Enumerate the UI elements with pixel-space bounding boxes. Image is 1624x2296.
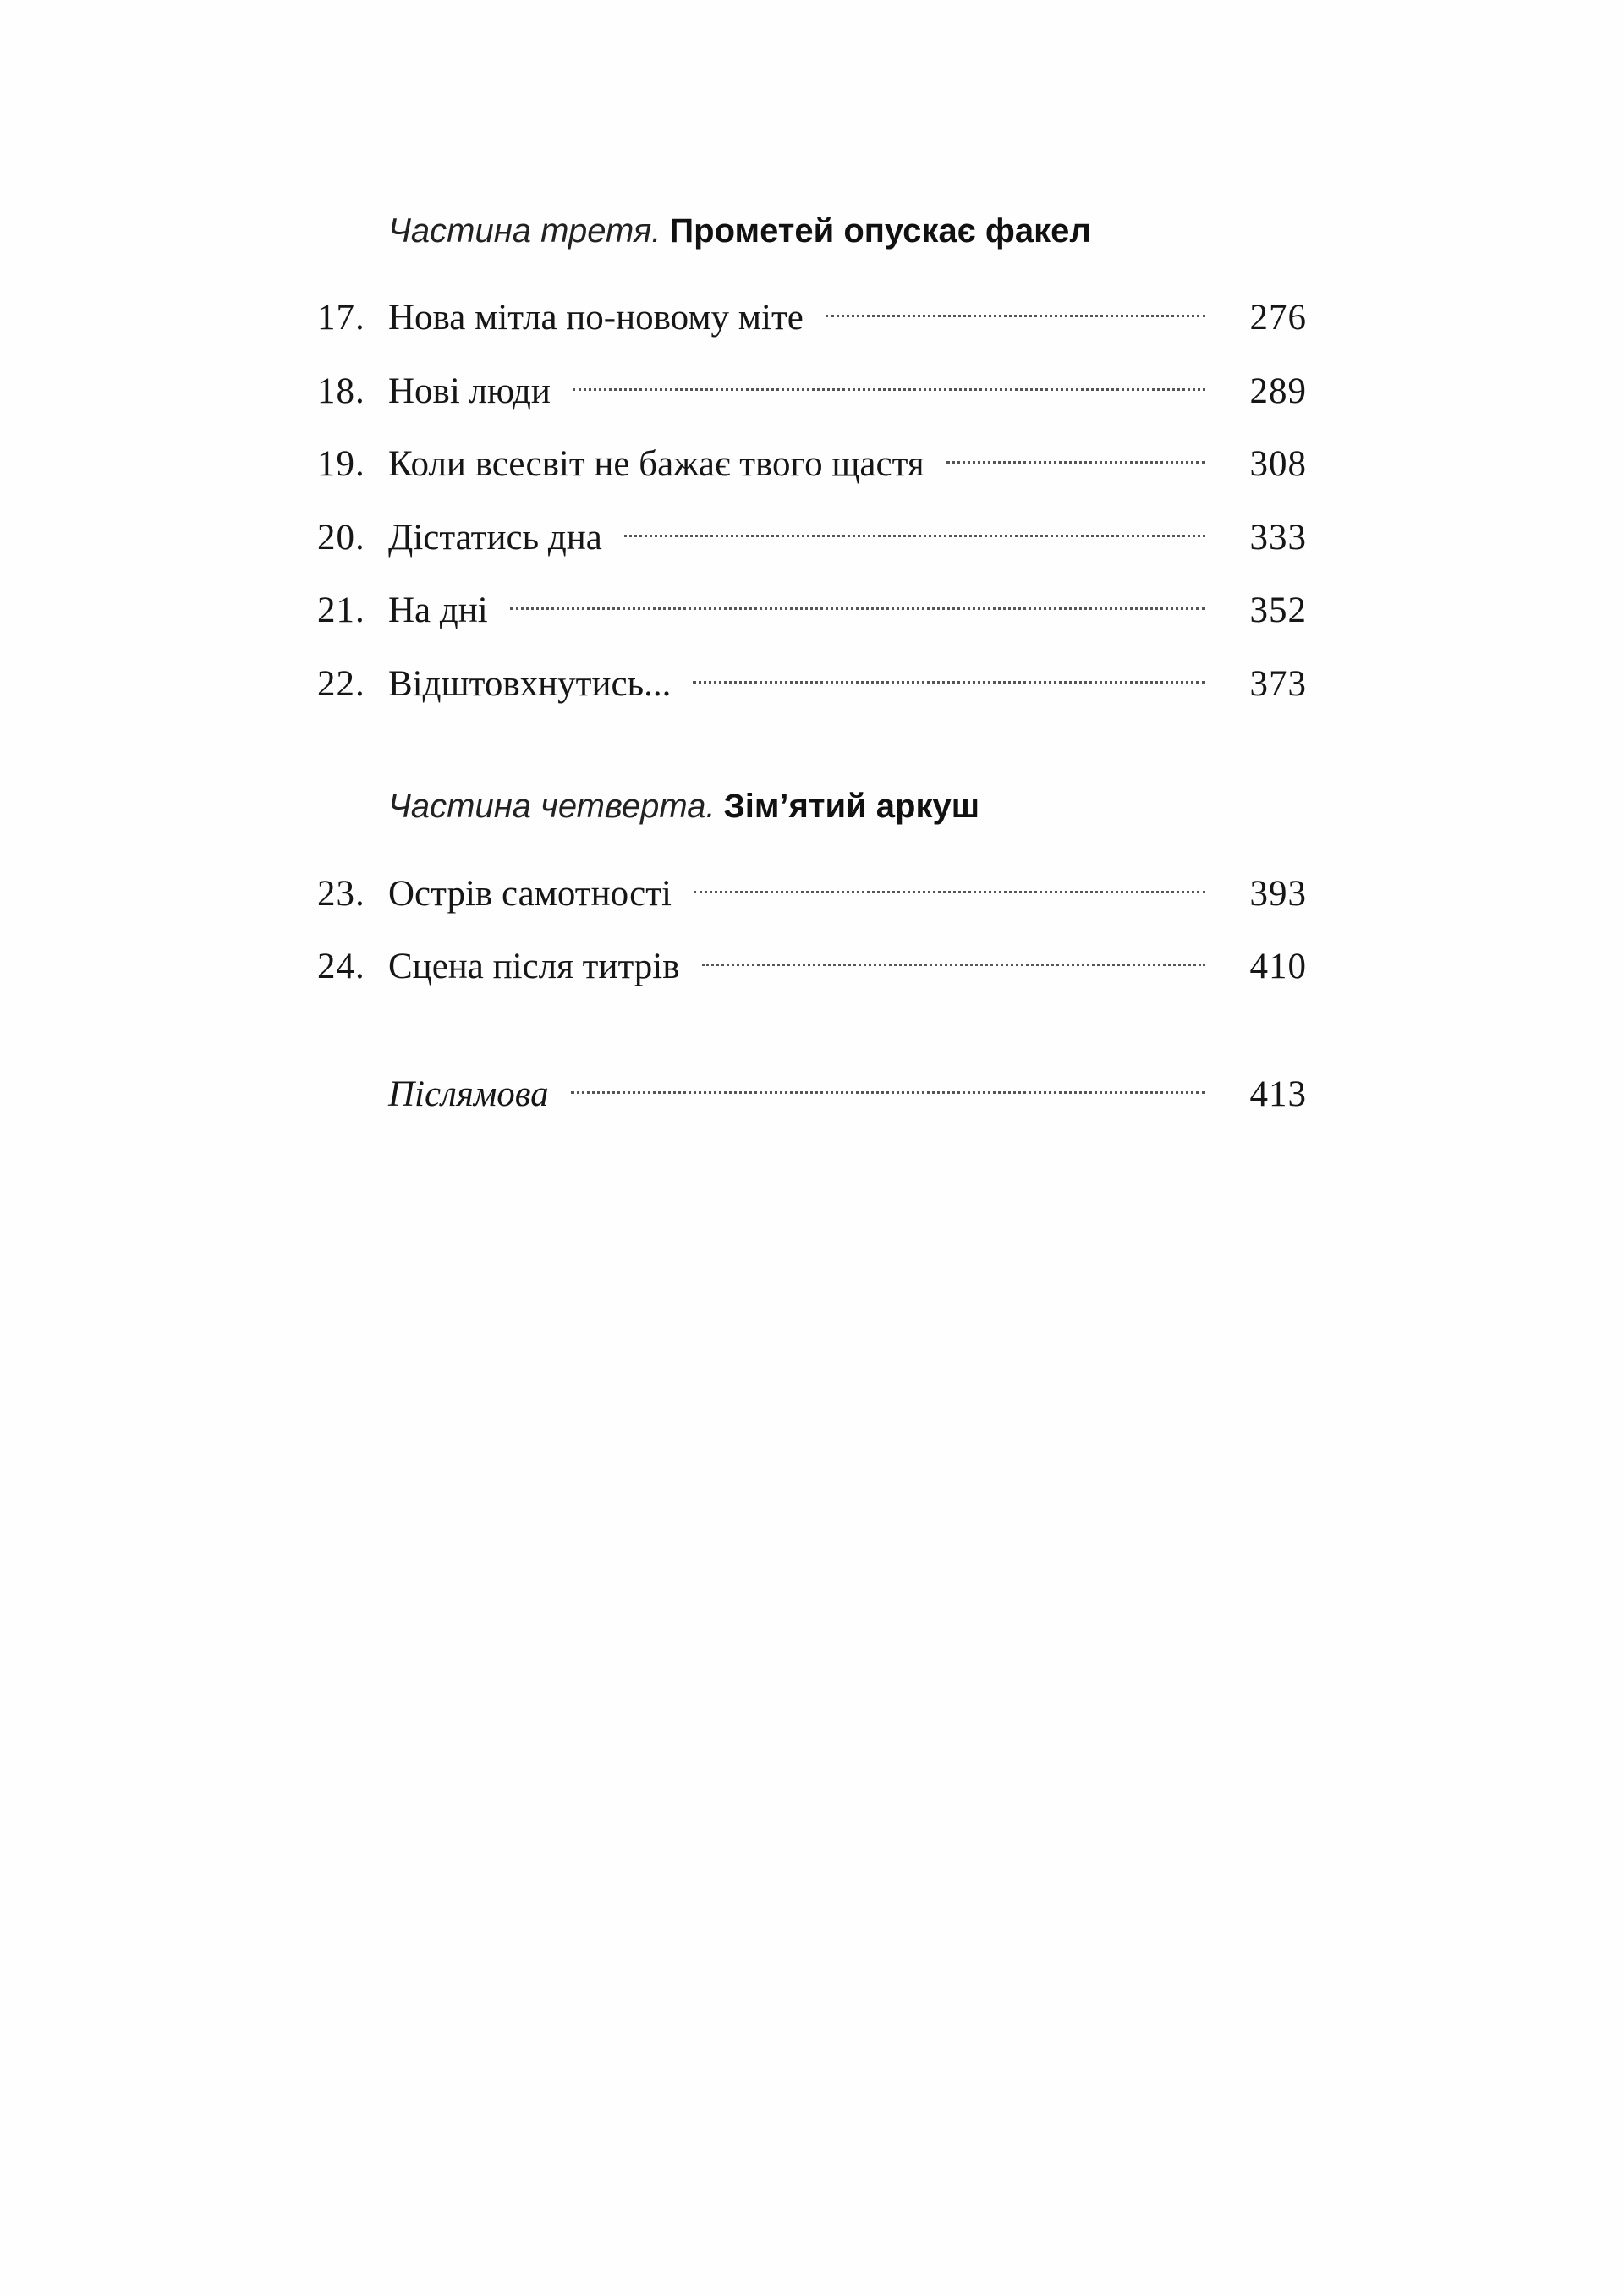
dot-leader (573, 388, 1205, 391)
toc-entry (317, 366, 1307, 417)
page-number: 413 (1249, 1074, 1307, 1114)
page-number: 373 (1249, 664, 1307, 704)
chapter-number: 23. (317, 874, 365, 914)
toc-entry (317, 659, 1307, 710)
chapter-number: 21. (317, 590, 365, 630)
dot-leader (694, 891, 1205, 893)
dot-leader (702, 964, 1205, 966)
dot-leader (571, 1091, 1205, 1094)
toc-entry-afterword (317, 1069, 1307, 1120)
chapter-title: Нові люди (388, 371, 551, 411)
chapter-number: 18. (317, 371, 365, 411)
dot-leader (624, 535, 1205, 537)
chapter-number: 19. (317, 444, 365, 484)
toc-entry (317, 513, 1307, 563)
dot-leader (946, 461, 1205, 464)
toc-entry (317, 585, 1307, 636)
page-number: 276 (1249, 298, 1307, 338)
page-number: 333 (1249, 518, 1307, 558)
dot-leader (826, 315, 1205, 317)
chapter-title: На дні (388, 590, 488, 630)
part-label: Частина четверта. (388, 788, 716, 825)
chapter-title: Острів самотності (388, 874, 672, 914)
part-three-heading (388, 210, 1091, 252)
chapter-title: Відштовхнутись... (388, 664, 672, 704)
page-number: 289 (1249, 371, 1307, 411)
part-title: Зім’ятий аркуш (723, 788, 980, 825)
dot-leader (693, 681, 1205, 684)
chapter-title: Дістатись дна (388, 518, 602, 558)
page-number: 410 (1249, 947, 1307, 986)
page-number: 393 (1249, 874, 1307, 914)
chapter-title: Нова мітла по-новому міте (388, 298, 804, 338)
part-label: Частина третя. (388, 212, 661, 250)
chapter-title: Сцена після титрів (388, 947, 680, 986)
afterword-title: Післямова (388, 1074, 549, 1114)
page-number: 308 (1249, 444, 1307, 484)
chapter-number: 24. (317, 947, 365, 986)
chapter-number: 20. (317, 518, 365, 558)
dot-leader (510, 607, 1205, 610)
page-number: 352 (1249, 590, 1307, 630)
chapter-number: 22. (317, 664, 365, 704)
chapter-title: Коли всесвіт не бажає твого щастя (388, 444, 924, 484)
part-four-heading (388, 785, 979, 827)
part-title: Прометей опускає факел (669, 212, 1091, 250)
toc-entry (317, 942, 1307, 992)
toc-entry (317, 439, 1307, 490)
chapter-number: 17. (317, 298, 365, 338)
toc-entry (317, 869, 1307, 920)
toc-entry (317, 293, 1307, 343)
